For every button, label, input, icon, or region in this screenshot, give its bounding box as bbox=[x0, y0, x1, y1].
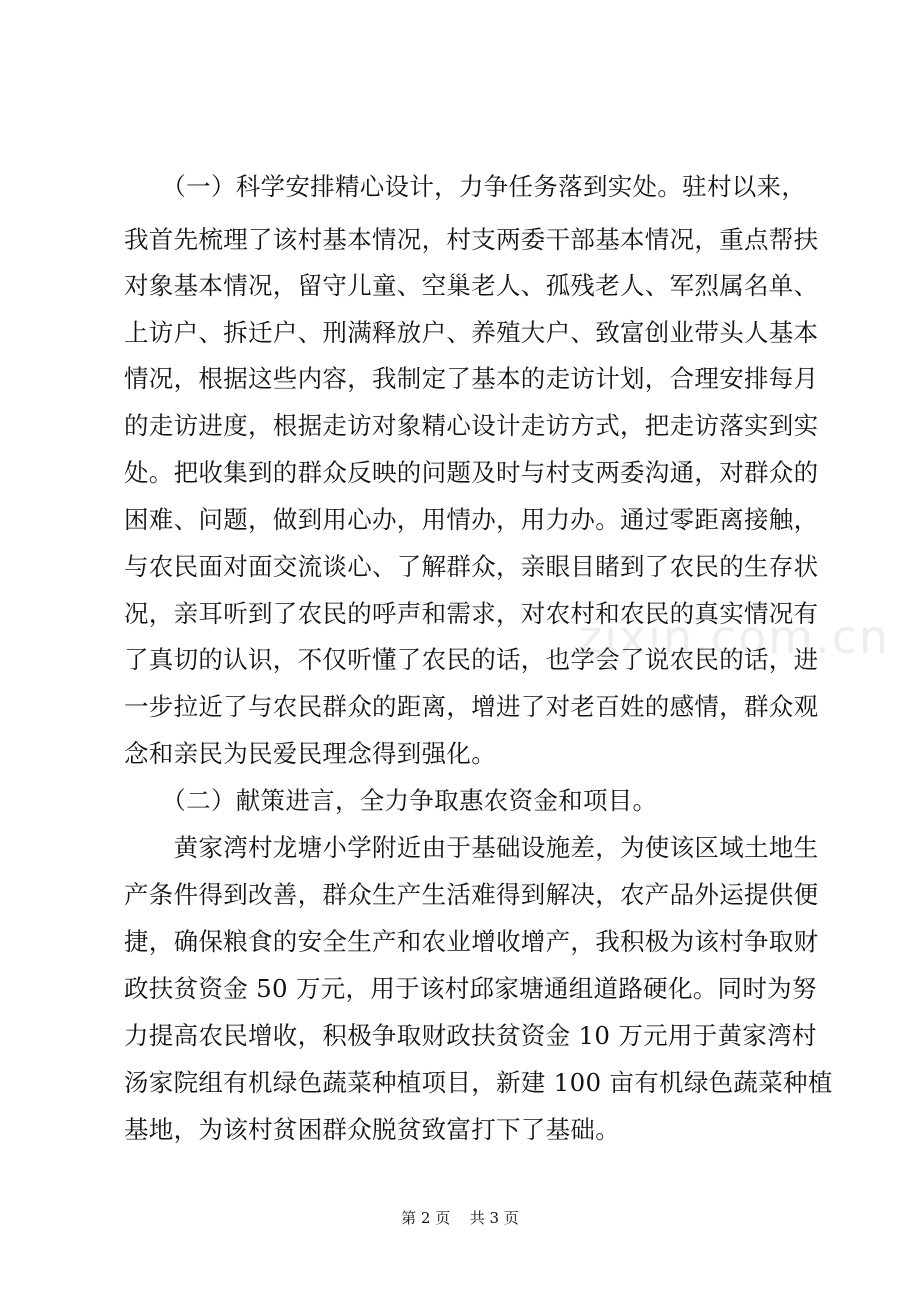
paragraph-line: 力提高农民增收，积极争取财政扶贫资金 10 万元用于黄家湾村 bbox=[124, 1021, 817, 1050]
paragraph-line: 况，亲耳听到了农民的呼声和需求，对农村和农民的真实情况有 bbox=[124, 599, 819, 628]
paragraph-line: 政扶贫资金 50 万元，用于该村邱家塘通组道路硬化。同时为努 bbox=[124, 974, 817, 1003]
paragraph-line: 对象基本情况，留守儿童、空巢老人、孤残老人、军烈属名单、 bbox=[124, 271, 819, 300]
paragraph-line: 捷，确保粮食的安全生产和农业增收增产，我积极为该村争取财 bbox=[124, 927, 819, 956]
page-number: 第 2 页 bbox=[401, 1209, 451, 1227]
paragraph-line: 念和亲民为民爱民理念得到强化。 bbox=[124, 739, 496, 768]
paragraph-line: 产条件得到改善，群众生产生活难得到解决，农产品外运提供便 bbox=[124, 880, 819, 909]
paragraph-line: 上访户、拆迁户、刑满释放户、养殖大户、致富创业带头人基本 bbox=[124, 318, 819, 347]
watermark: zixin.com.cn bbox=[578, 610, 891, 664]
page-footer bbox=[0, 1208, 920, 1228]
paragraph-line: 基地，为该村贫困群众脱贫致富打下了基础。 bbox=[124, 1115, 620, 1144]
paragraph-line: 与农民面对面交流谈心、了解群众，亲眼目睹到了农民的生存状 bbox=[124, 552, 819, 581]
section-heading: （二）献策进言，全力争取惠农资金和项目。 bbox=[124, 786, 658, 815]
paragraph-line: 处。把收集到的群众反映的问题及时与村支两委沟通，对群众的 bbox=[124, 458, 819, 487]
paragraph-line: 的走访进度，根据走访对象精心设计走访方式，把走访落实到实 bbox=[124, 411, 819, 440]
paragraph-line: 了真切的认识，不仅听懂了农民的话，也学会了说农民的话，进 bbox=[124, 645, 819, 674]
paragraph-line: 情况，根据这些内容，我制定了基本的走访计划，合理安排每月 bbox=[124, 364, 819, 393]
paragraph-line: 我首先梳理了该村基本情况，村支两委干部基本情况，重点帮扶 bbox=[124, 225, 819, 254]
paragraph-line: 困难、问题，做到用心办，用情办，用力办。通过零距离接触， bbox=[124, 505, 819, 534]
paragraph-line: 黄家湾村龙塘小学附近由于基础设施差，为使该区域土地生 bbox=[124, 833, 819, 862]
page-total: 共 3 页 bbox=[469, 1209, 519, 1227]
paragraph-line: 一步拉近了与农民群众的距离，增进了对老百姓的感情，群众观 bbox=[124, 692, 819, 721]
paragraph-line: （一）科学安排精心设计，力争任务落到实处。驻村以来， bbox=[124, 172, 807, 201]
paragraph-line: 汤家院组有机绿色蔬菜种植项目，新建 100 亩有机绿色蔬菜种植 bbox=[124, 1068, 833, 1097]
